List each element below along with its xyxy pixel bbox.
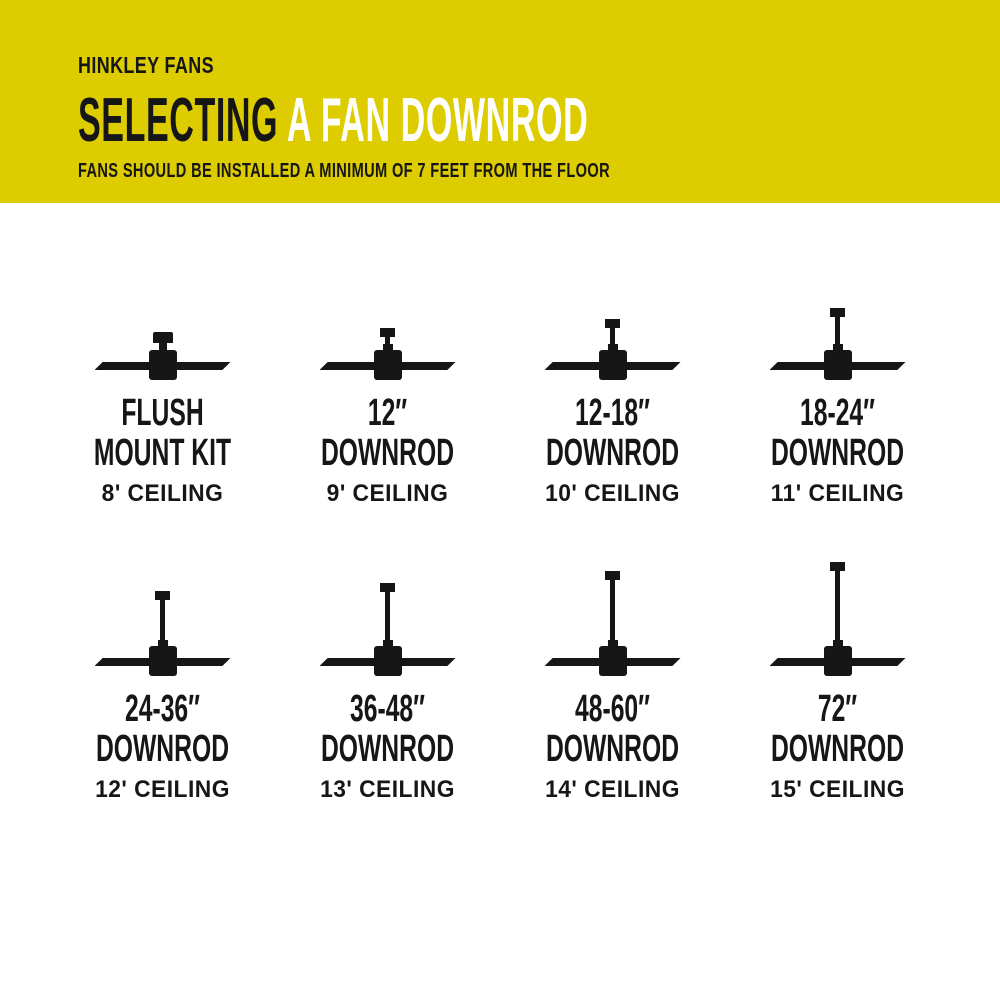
ceiling-height-label: 9' CEILING — [326, 480, 449, 507]
fan-12-18in-downrod-icon — [599, 319, 627, 380]
option-card-48-60in-downrod — [500, 562, 725, 804]
fan-motor-icon — [599, 646, 627, 676]
fan-72in-downrod-icon — [824, 562, 852, 676]
option-card-12in-downrod — [275, 308, 500, 508]
brand-name: HINKLEY FANS — [78, 52, 214, 78]
option-title-line1: 12-18″ — [574, 392, 651, 434]
option-title-line1: 24-36″ — [124, 688, 201, 730]
fan-motor-icon — [149, 646, 177, 676]
ceiling-height-label: 10' CEILING — [545, 480, 680, 507]
page-title-secondary: A FAN DOWNROD — [286, 86, 589, 155]
ceiling-height-label: 13' CEILING — [320, 776, 455, 803]
option-title-line2: DOWNROD — [320, 728, 455, 770]
fan-12in-downrod-icon — [374, 328, 402, 380]
page-title-primary: SELECTING — [78, 86, 279, 155]
icon-zone — [725, 562, 950, 676]
canopy-icon — [155, 591, 170, 600]
option-title-line1: 12″ — [367, 392, 408, 434]
page-title — [78, 86, 589, 155]
option-title — [275, 689, 500, 769]
option-card-24-36in-downrod — [50, 562, 275, 804]
option-title-line2: DOWNROD — [545, 432, 680, 474]
downrod-icon — [385, 592, 390, 640]
header-banner — [0, 0, 1000, 203]
canopy-icon — [380, 328, 395, 337]
canopy-icon — [380, 583, 395, 592]
option-title — [725, 393, 950, 473]
option-title — [725, 689, 950, 769]
option-title — [500, 393, 725, 473]
canopy-icon — [830, 562, 845, 571]
icon-zone — [500, 562, 725, 676]
option-title-line2: DOWNROD — [95, 728, 230, 770]
fan-blades-icon — [95, 658, 231, 666]
option-card-18-24in-downrod — [725, 308, 950, 508]
option-card-flush-mount — [50, 308, 275, 508]
option-title — [500, 689, 725, 769]
fan-24-36in-downrod-icon — [149, 591, 177, 676]
canopy-icon — [605, 571, 620, 580]
option-title-line1: 36-48″ — [349, 688, 426, 730]
icon-zone — [50, 562, 275, 676]
icon-zone — [275, 308, 500, 380]
ceiling-height-label: 12' CEILING — [95, 776, 230, 803]
option-card-72in-downrod — [725, 562, 950, 804]
fan-motor-icon — [149, 350, 177, 380]
downrod-icon — [610, 580, 615, 640]
downrod-icon — [835, 571, 840, 640]
options-row-1 — [0, 308, 1000, 508]
fan-36-48in-downrod-icon — [374, 583, 402, 676]
option-title-line2: MOUNT KIT — [93, 432, 232, 474]
flush-mount-fan-icon — [149, 332, 177, 380]
fan-blades-icon — [770, 362, 906, 370]
downrod-icon — [385, 337, 390, 344]
downrod-icon — [835, 317, 840, 344]
option-card-36-48in-downrod — [275, 562, 500, 804]
fan-blades-icon — [770, 658, 906, 666]
page-subtitle: FANS SHOULD BE INSTALLED A MINIMUM OF 7 FEET FROM THE FLOOR — [78, 160, 610, 183]
downrod-icon — [159, 343, 167, 350]
fan-18-24in-downrod-icon — [824, 308, 852, 380]
fan-blades-icon — [545, 658, 681, 666]
fan-motor-icon — [824, 350, 852, 380]
options-row-2 — [0, 562, 1000, 804]
fan-blades-icon — [95, 362, 231, 370]
icon-zone — [275, 562, 500, 676]
option-title-line2: DOWNROD — [320, 432, 455, 474]
option-title-line2: DOWNROD — [545, 728, 680, 770]
option-title-line1: 72″ — [817, 688, 858, 730]
option-title-line1: 18-24″ — [799, 392, 876, 434]
option-title — [50, 689, 275, 769]
fan-motor-icon — [599, 350, 627, 380]
canopy-icon — [830, 308, 845, 317]
canopy-icon — [605, 319, 620, 328]
option-title-line1: FLUSH — [121, 392, 204, 434]
downrod-icon — [610, 328, 615, 344]
canopy-icon — [153, 332, 173, 343]
fan-blades-icon — [320, 362, 456, 370]
option-title — [275, 393, 500, 473]
ceiling-height-label: 8' CEILING — [101, 480, 224, 507]
fan-motor-icon — [374, 350, 402, 380]
fan-motor-icon — [824, 646, 852, 676]
ceiling-height-label: 11' CEILING — [770, 480, 905, 507]
fan-48-60in-downrod-icon — [599, 571, 627, 676]
downrod-icon — [160, 600, 165, 640]
option-title-line1: 48-60″ — [574, 688, 651, 730]
icon-zone — [725, 308, 950, 380]
icon-zone — [50, 308, 275, 380]
ceiling-height-label: 14' CEILING — [545, 776, 680, 803]
option-title-line2: DOWNROD — [770, 728, 905, 770]
option-title-line2: DOWNROD — [770, 432, 905, 474]
option-title — [50, 393, 275, 473]
icon-zone — [500, 308, 725, 380]
fan-blades-icon — [545, 362, 681, 370]
fan-motor-icon — [374, 646, 402, 676]
fan-blades-icon — [320, 658, 456, 666]
option-card-12-18in-downrod — [500, 308, 725, 508]
ceiling-height-label: 15' CEILING — [770, 776, 905, 803]
